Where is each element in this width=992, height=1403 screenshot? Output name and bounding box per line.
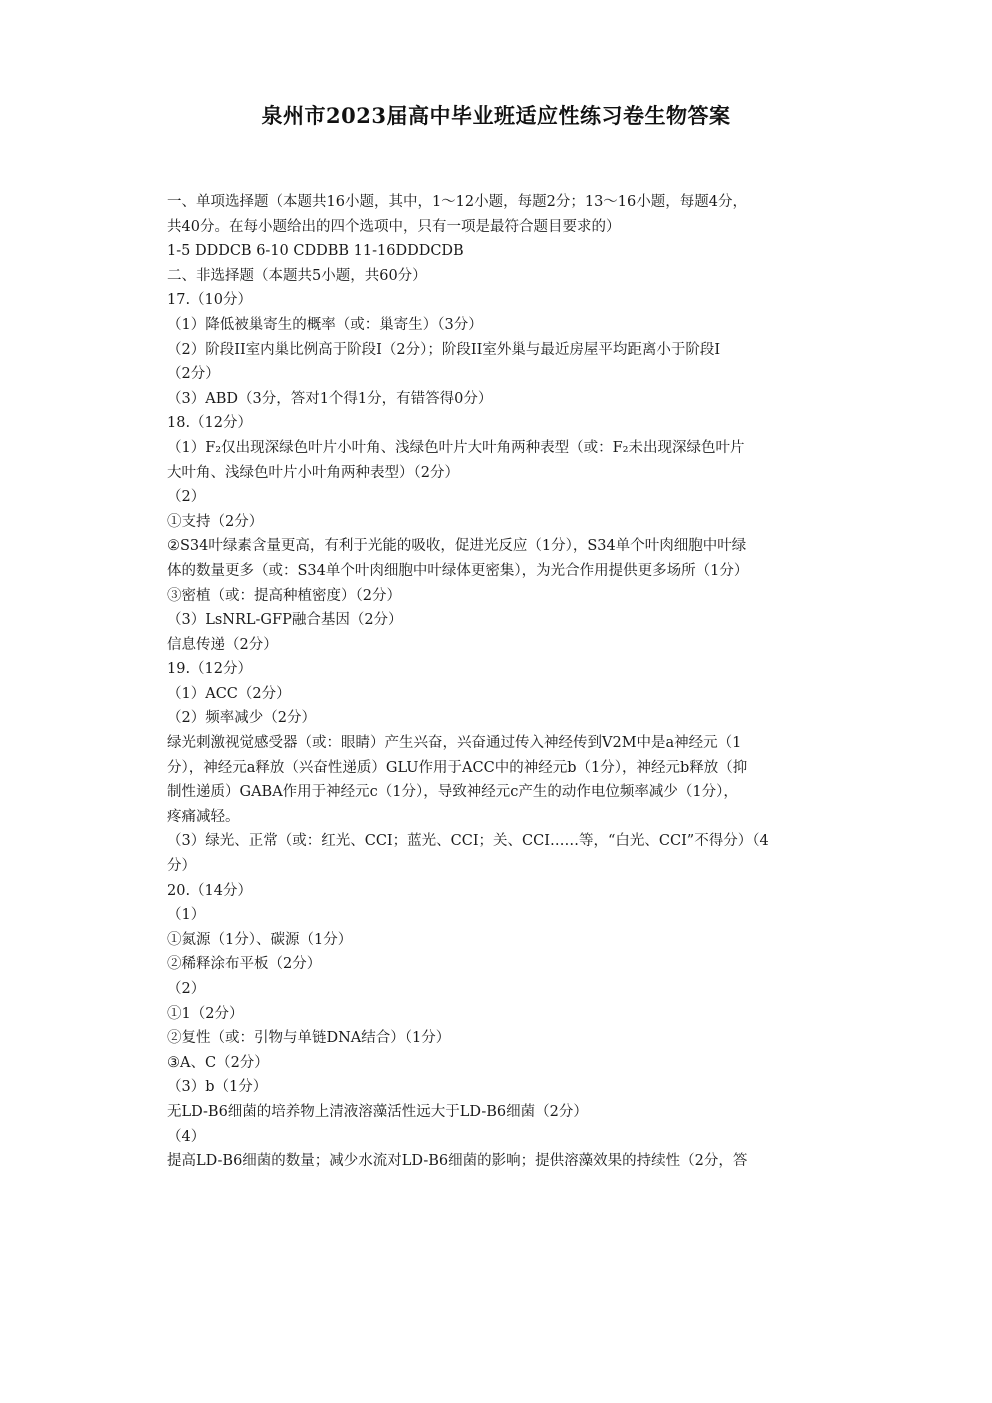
page-title: 泉州市2023届高中毕业班适应性练习卷生物答案 bbox=[261, 103, 731, 128]
answer-line: 1-5 DDDCB 6-10 CDDBB 11-16DDDCDB bbox=[167, 243, 464, 260]
answer-line: ①支持（2分） bbox=[167, 513, 264, 530]
answer-line: 分） bbox=[167, 858, 196, 875]
answer-line: （2）频率减少（2分） bbox=[167, 710, 316, 727]
answer-line: 体的数量更多（或：S34单个叶肉细胞中叶绿体更密集），为光合作用提供更多场所（1分） bbox=[167, 562, 749, 579]
answer-line: （2） bbox=[167, 981, 206, 997]
answer-line: 18.（12分） bbox=[167, 415, 253, 432]
answer-line: ③密植（或：提高种植密度）（2分） bbox=[167, 587, 401, 604]
answer-line: 一、单项选择题（本题共16小题，其中，1～12小题，每题2分；13～16小题，每题4分， bbox=[167, 194, 747, 210]
answer-line: （2分） bbox=[167, 366, 220, 383]
answer-line: 17.（10分） bbox=[167, 292, 253, 309]
answer-line: 分），神经元a释放（兴奋性递质）GLU作用于ACC中的神经元b（1分），神经元b释放（抑 bbox=[167, 759, 748, 776]
answer-line: （1）降低被巢寄生的概率（或：巢寄生）（3分） bbox=[167, 316, 483, 333]
answer-line: ②稀释涂布平板（2分） bbox=[167, 956, 322, 973]
answer-line: ③A、C（2分） bbox=[167, 1054, 269, 1071]
answer-line: （1）ACC（2分） bbox=[167, 685, 291, 702]
answer-line: 制性递质）GABA作用于神经元c（1分），导致神经元c产生的动作电位频率减少（1分）， bbox=[167, 784, 738, 801]
answer-line: 信息传递（2分） bbox=[167, 636, 278, 653]
answer-line: 共40分。在每小题给出的四个选项中，只有一项是最符合题目要求的） bbox=[167, 218, 621, 235]
answer-line: 20.（14分） bbox=[167, 882, 253, 899]
answer-line: 提高LD-B6细菌的数量；减少水流对LD-B6细菌的影响；提供溶藻效果的持续性（2分，答 bbox=[167, 1153, 748, 1170]
answer-line: 绿光刺激视觉感受器（或：眼睛）产生兴奋，兴奋通过传入神经传到V2M中是a神经元（1 bbox=[167, 735, 742, 752]
answer-line: 二、非选择题（本题共5小题，共60分） bbox=[167, 267, 427, 284]
answer-line: ①氮源（1分）、碳源（1分） bbox=[167, 931, 353, 948]
answer-line: ②S34叶绿素含量更高，有利于光能的吸收，促进光反应（1分），S34单个叶肉细胞中叶绿 bbox=[167, 538, 747, 555]
answer-line: （3）ABD（3分，答对1个得1分，有错答得0分） bbox=[167, 390, 493, 407]
answer-line: （4） bbox=[167, 1128, 206, 1145]
answer-line: （3）LsNRL-GFP融合基因（2分） bbox=[167, 612, 403, 629]
answer-line: （1） bbox=[167, 907, 206, 924]
answer-line: ②复性（或：引物与单链DNA结合）（1分） bbox=[167, 1030, 451, 1047]
answer-line: ①1（2分） bbox=[167, 1005, 244, 1022]
answer-line: （3）b（1分） bbox=[167, 1079, 268, 1096]
answer-line: （2） bbox=[167, 489, 206, 506]
answer-line: （2）阶段II室内巢比例高于阶段I（2分）；阶段II室外巢与最近房屋平均距离小于阶段I bbox=[167, 341, 721, 358]
answer-line: 无LD-B6细菌的培养物上清液溶藻活性远大于LD-B6细菌（2分） bbox=[167, 1103, 588, 1120]
answer-line: 疼痛减轻。 bbox=[167, 808, 240, 825]
answer-line: 大叶角、浅绿色叶片小叶角两种表型）（2分） bbox=[167, 464, 459, 481]
answer-line: （1）F₂仅出现深绿色叶片小叶角、浅绿色叶片大叶角两种表型（或：F₂未出现深绿色叶片 bbox=[167, 439, 745, 456]
answer-line: （3）绿光、正常（或：红光、CCI；蓝光、CCI；关、CCI……等，“白光、CCI”不得分）（4 bbox=[167, 833, 769, 850]
answer-line: 19.（12分） bbox=[167, 661, 253, 678]
answer-body bbox=[167, 190, 829, 1174]
